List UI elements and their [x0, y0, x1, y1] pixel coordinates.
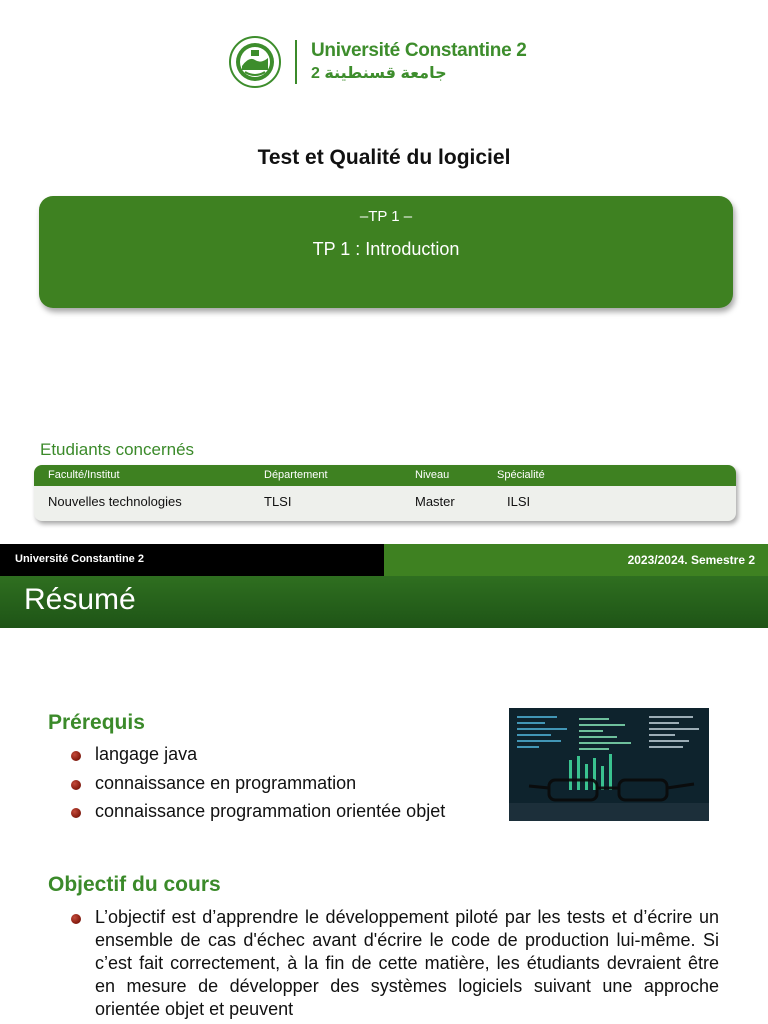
- footer-right: [384, 544, 768, 576]
- students-title: Etudiants concernés: [40, 440, 195, 459]
- logo-name-ar: جامعة قسنطينة 2: [311, 65, 447, 82]
- footer-left: [0, 544, 384, 576]
- logo-divider: [295, 40, 297, 84]
- code-screen-image: [509, 708, 709, 821]
- tp-number: –TP 1 –: [359, 208, 413, 225]
- column-header-specialite: Spécialité: [497, 469, 545, 481]
- logo-name-fr: Université Constantine 2: [311, 40, 527, 61]
- university-logo: [229, 36, 549, 90]
- tp-banner: [39, 196, 733, 308]
- cell-specialite: ILSI: [507, 494, 531, 509]
- column-header-niveau: Niveau: [415, 469, 450, 481]
- column-header-faculte: Faculté/Institut: [48, 469, 120, 481]
- section-header-title: Résumé: [24, 583, 136, 616]
- bullet-icon: [71, 808, 81, 818]
- list-item: connaissance en programmation: [95, 773, 357, 793]
- university-seal-icon: [229, 36, 281, 88]
- document-title: Test et Qualité du logiciel: [257, 146, 511, 169]
- footer-university: Université Constantine 2: [15, 553, 144, 565]
- column-header-departement: Département: [264, 469, 328, 481]
- bullet-icon: [71, 751, 81, 761]
- objectif-paragraph: L’objectif est d’apprendre le développement piloté par les tests et d’écrire un ensemble de cas d'échec avant d'écrire le code de production lui-même. Si c’est fait correctement, à la fin de cette matière, les étudiants devraient être en mesure de développer des systèmes logiciels suivant une approche orientée objet et peuvent: [95, 907, 719, 1019]
- footer-semester: 2023/2024. Semestre 2: [627, 553, 755, 567]
- students-table-header: [34, 465, 736, 486]
- prerequis-title: Prérequis: [48, 711, 145, 734]
- page-footer-bar: [0, 544, 768, 576]
- cell-niveau: Master: [415, 494, 455, 509]
- students-table: [34, 465, 736, 521]
- cell-departement: TLSI: [264, 494, 292, 509]
- list-item: langage java: [95, 744, 198, 764]
- bullet-icon: [71, 780, 81, 790]
- objectif-title: Objectif du cours: [48, 873, 221, 896]
- bullet-icon: [71, 914, 81, 924]
- section-header-band: [0, 576, 768, 628]
- list-item: connaissance programmation orientée objet: [95, 801, 446, 821]
- tp-title: TP 1 : Introduction: [312, 239, 460, 259]
- cell-faculte: Nouvelles technologies: [48, 494, 182, 509]
